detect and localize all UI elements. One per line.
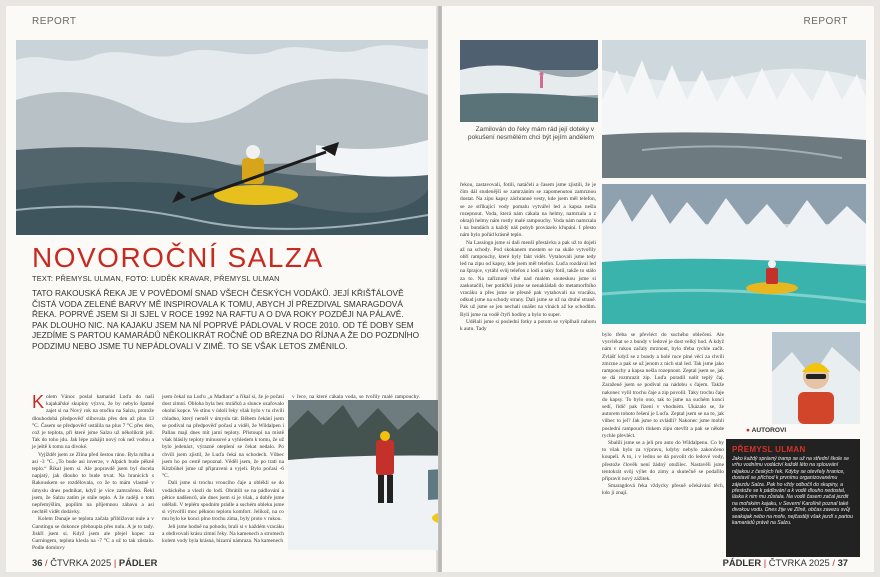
body-paragraph: bylo třeba se převléct do suchého oblečení. Ale vysvlékat se z bundy v ledové je dost velký hod. A když nám v rukou začaly mrznout, bylo třeba rychle začít. Zvlášť když se z bundy a holé ruce plné věcí za chvíli zmrzne a pak se už jenom z nich stal led. Tak jsme jako rampouchy a kapsa nešla rozepnout. Zeptal jsem se, jak se dá rozmrazit zip. Luďa poradil nalít teplý čaj. Zaraženě jsem se podíval na nádobu s čajem. Takže nakonec vylil trochu čaje a zip povolil. Taky trochu čaje do kapsy. To bylo ono, tak to jsme na suchém konci sedí, řidič pak řízení v vhodném. Ukázalo se, že autorem tohoto řešení je Luďa. Zeptal jsem se na to, jak vůbec to jel? Jak jsme to zvládli? Nakonec jsme mohli poslední rampouch tlukem zipu otevřít a pak se někde rychle převléct. — [602, 332, 724, 439]
issue-label: ČTVRKA 2025 — [768, 557, 830, 568]
body-paragraph: Kolem Dunaje se teplota začala přibližovat nule a v Garstingu se dokonce přehoupla přes nulu. A je to tady. Jiskří jsem si. Když jsem ale přejel kopec za Garningem, teplota klesla na -7 °C a už to tak zůstalo. Podle domluvy — [32, 516, 154, 552]
page-number: 36 — [32, 557, 43, 568]
folio-separator: / — [832, 557, 835, 568]
body-paragraph: Vyjíždět jsem ze Zlína před šestou ráno. Byla mlha a asi -3 °C. „To bude asi inverze, v Alpách bude pěkně teplo.“ Říkal jsem si. Ale popravdě jsem byl docela napjatý, jak dlouho to bude trvat. Na hranicích s Rakouskem se rozdělovala, co že to mám vlastně v úmyslu dnes podnikat, když je více zamračeno. Řekl jsem, že Salzu zatím je stále teplo. A že raději o tom nepřemýšlím, popílím na příjemnou zábavu a asi nechtěl vidět dodávky. — [32, 451, 154, 516]
body-column-4 — [460, 182, 596, 333]
left-page — [6, 6, 438, 572]
photo-caption: Zamilován do řeky mám rád její doteky v pokušení nesmělém chci být jejím andělem — [467, 126, 594, 142]
photo-two-kayaks-snow — [288, 400, 438, 550]
photo-frozen-riverbank — [460, 40, 598, 122]
bullet-icon: ● — [746, 427, 750, 434]
magazine-name: PÁDLER — [722, 557, 762, 568]
drop-cap: K — [32, 392, 45, 412]
page-number: 37 — [837, 557, 848, 568]
author-bio-box — [726, 439, 860, 557]
article-headline: NOVOROČNÍ SALZA — [32, 242, 324, 273]
body-paragraph: Sbalili jsme se a jeli pro auto do Wildalpenu. Co by to však bylo za výpravu, kdyby nebylo zakončeno koupelí. A to, i v lednu se dá povolit do ledové vody, přestože člověk není žádný otužilec. Nastavěli jsme tentokrát svůj výlet do zimy a skutečně se podařilo připravit nový zážitek. — [602, 440, 724, 483]
folio-separator: / — [45, 557, 48, 568]
body-paragraph: Kolem Vánoc poslal kamarád Luďa do naší kajakářské skupiny výzvu, že by nebylo špatné zajet si na Nový rok na otočku na Salzu, protože dlouhodobá předpověď slibovala přes den až plus 13 °C. Časem se předpověď ustálila na plus 7 °C přes den, což je teplota, při které jsme Salzu už několikrát jeli. Tak do toho jdu. Jak lépe zahájit nový rok než vodou a je ještě k tomu na divoké. — [32, 392, 154, 451]
body-paragraph: Udělali jsme si poslední fotky a potom se vyšplhali nahoru k autu. Tady — [460, 318, 596, 333]
photo-kayaker-turquoise-river — [602, 184, 866, 324]
author-tag — [746, 427, 786, 434]
folio-separator: | — [763, 557, 767, 568]
body-paragraph: v řece, na které cákala voda, se tvořily malé rampouchy. — [292, 394, 420, 400]
body-paragraph: jsem čekal na Luďu „u Madlara“ a říkal si, že je počasí dost zimní. Obloha byla bez mráčků a slunce ozařovalo okolní kopce. Ve stínu v údolí řeky však bylo v tu chvíli chladno, který neměl v úmyslu tát. Během čekání jsem se podíval na předpověď počasí a viděl, že Wildalpen i Pallau mají dnes mít jarní teploty. Přistoupí na místě však hlásily teploty mínusové a vyhledem k tomu, že už bylo jedenáct, výrazné oteplení se čekat nedalo. Po chvíli jsem zjistil, že Luďa čeká na schodech. Vůbec jsem ho po cestě nepoznal. Věděl jsem, že po trati na Kitzbühel jsme už připraveni a vyjeli. Bylo počasí -6 °C. — [162, 394, 284, 480]
author-tag-label: AUTOROVI — [751, 427, 787, 434]
body-column-2 — [162, 394, 284, 545]
body-column-1 — [32, 394, 154, 552]
body-column-5 — [602, 332, 724, 498]
hero-photo-kayaker — [16, 40, 428, 235]
body-paragraph: Jeli jsme hodně na pohodu, brali si v každém vracáku a obdivovali krásu zimní řeky. Na kamenech a stromech kolem vody byla krásná, bizarní námraza. Na kamenech — [162, 523, 284, 545]
section-label: REPORT — [32, 16, 77, 27]
folio-separator: | — [113, 557, 117, 568]
folio-left — [32, 557, 157, 568]
issue-label: ČTVRKA 2025 — [50, 557, 112, 568]
right-page — [442, 6, 874, 572]
photo-snowy-gorge — [602, 40, 866, 178]
magazine-name: PÁDLER — [118, 557, 158, 568]
article-lead: TATO RAKOUSKÁ ŘEKA JE V POVĚDOMÍ SNAD VŠECH ČESKÝCH VODÁKŮ. JEJÍ KŘIŠŤÁLOVĚ ČISTÁ VODA ZELENÉ BARVY MĚ INSPIROVALA K TOMU, ABYCH JÍ PŘEZDIVAL SMARAGDOVÁ ŘEKA. POPRVÉ JSEM SI JI SJEL V ROCE 1992 NA RAFTU A O DVA ROKY POZDĚJI NA PÁLAVĚ. PAK DLOUHO NIC. NA KAJAKU JSEM NA NÍ POPRVÉ PÁDLOVAL V ROCE 2010. OD TÉ DOBY SEM JEZDÍME S PARTOU KAMARÁDŮ NĚKOLIKRÁT ROČNĚ OD BŘEZNA DO ŘÍJNA A ŽE DO POZDNÍHO PODZIMU NEBO JSME TU NEPÁDLOVALI V ZIMĚ. TO SE VŠAK LETOS ZMĚNILO. — [32, 288, 420, 351]
body-paragraph: Na Lassingu jsme si dali menší přestávku a pak už to dojeli až na schody. Pod skokanem mostem se na skále vytvořily obří rampouchy, které byly fakt vidět. Vytahovali jsme tedy led na zipu od kapsy, kde jsem měl telefon. Luďa rozdával led na šprajce, vytáhl svůj telefon z lodi a taky fotil, takže to stálo za to. Na zaříznuté vlhé nad malém souteskou jsme si zaskotačili, ber potůčků jsme se nenakládali do metamorfního vracáku a přes jsme se přesně pak vytahovali na vracáku, odkud jsme na schody strany. Dali jsme se už na druhé straně. Pak už jsme se jen nechali unášet na vlnách až ke schodům. Byli jsme na vodě čtyři hodiny a bylo to super. — [460, 239, 596, 318]
article-credits: TEXT: PŘEMYSL ULMAN, FOTO: LUDĚK KRAVAR, PŘEMYSL ULMAN — [32, 274, 280, 283]
section-label: REPORT — [803, 16, 848, 27]
folio-right — [723, 557, 848, 568]
body-paragraph: Dali jsme si trochu vroucího čaje a oblékli se do vodáckého a vlezli do lodí. Obrátili se na pádlování a pětice nadšenců, ale dnes jsem si je však, a dobře jsme udělali. V teplém spodním prádle a suchém obleku jsme si výtvořili moc pěknou teplotu komfort. Jelikož, na co mu bylo ke konci plno trochu zima, byly proto v rukou. — [162, 480, 284, 523]
author-portrait — [772, 332, 860, 424]
author-name: PŘEMYSL ULMAN — [732, 445, 806, 454]
author-bio-text: Jako každý správný tramp se už na střední škole se vrhu vodnímu vodáctví každé léto na splouvání nějakou z českých řek. Kdyby se otevřely hranice, dostavil se příchod k prvnímu organizovanému zájezdu Salza. Pak ho vždy odbočil do skupiny, a přestože se k pádlování a k vodě dlouho nedostal, láska k nim mu zůstala. Na vodě časem začal jezdit na mořském kajaku, v Severní Karolíně poznal také divokou vodu. Dnes žije ve Zlíně, občas zavezu svůj seakajak nebo na moře, nejčastěji však jezdí s partou kamarádů právě na Salzu. — [732, 456, 853, 527]
body-paragraph: Smaragdová řeka vždycky přesně očekávání těch, kdo ji znají. — [602, 483, 724, 497]
body-paragraph: řekou, zastavovali, fotili, natáčeli a časem jsme zjistili, že je čím dál studenější se zamrzáním se zapomenutou zamrznou dostat. Na zipu kapsy záchranné vesty, kde jsem měl telefon, se ze stříkající vody pomalu vytvářel led a kapsa nešla rozepnout. Voda, která nám cákala na helmy, namrzala a z okrajů helmy nám rostly malé rampouchy. Voda nám namrzala i na bundách a každý náš pohyb provázelo křupání. I přesto nám bylo pořád krásně teplo. — [460, 182, 596, 239]
